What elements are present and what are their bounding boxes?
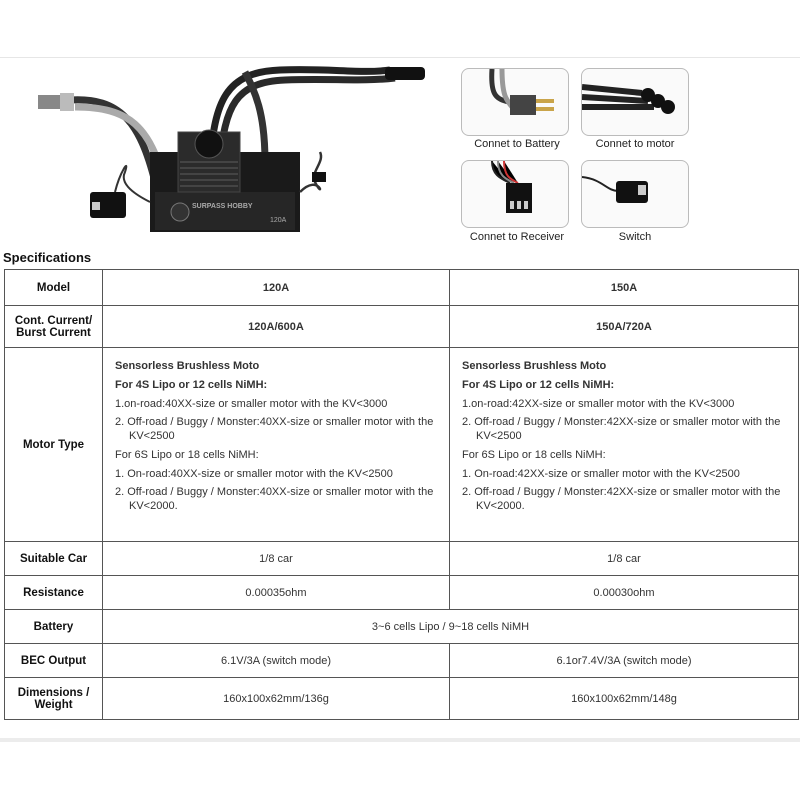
fan-icon: [195, 130, 223, 158]
esc-label: 120A: [270, 217, 287, 224]
row-label-battery: Battery: [5, 610, 103, 644]
bottom-divider: [0, 738, 800, 742]
brand-logo: SURPASS HOBBY: [192, 203, 253, 210]
table-row: [5, 610, 799, 644]
table-row: [5, 644, 799, 678]
cell-resistance-120a: 0.00035ohm: [103, 576, 450, 610]
switch-thumb: [581, 160, 689, 228]
row-label-motor-type: Motor Type: [5, 348, 103, 542]
caption-switch: Switch: [618, 231, 652, 243]
motor-connector-thumb: [581, 68, 689, 136]
cell-model-120a: 120A: [103, 270, 450, 306]
row-label-bec: BEC Output: [5, 644, 103, 678]
caption-motor: Connet to motor: [595, 138, 675, 150]
row-label-dims: Dimensions / Weight: [5, 678, 103, 720]
esc-product-image: [30, 62, 450, 242]
cell-motor-type-150a: Sensorless Brushless Moto For 4S Lipo or 12 cells NiMH: 1.on-road:42XX-size or smaller motor with the KV<3000 2. Off-road / Buggy / Monster:42XX-size or smaller motor with the KV<2500 For 6S Lipo or 18 cells NiMH: 1. On-road:42XX-size or smaller motor with the KV<2500 2. Off-road / Buggy / Monster:42XX-size or smaller motor with the KV<2000.: [450, 348, 799, 542]
receiver-connector-thumb: [461, 160, 569, 228]
cell-bec-150a: 6.1or7.4V/3A (switch mode): [450, 644, 799, 678]
cell-dims-150a: 160x100x62mm/148g: [450, 678, 799, 720]
row-label-car: Suitable Car: [5, 542, 103, 576]
battery-connector-thumb: [461, 68, 569, 136]
cell-car-120a: 1/8 car: [103, 542, 450, 576]
cell-model-150a: 150A: [450, 270, 799, 306]
cell-motor-type-120a: Sensorless Brushless Moto For 4S Lipo or 12 cells NiMH: 1.on-road:40XX-size or smaller motor with the KV<3000 2. Off-road / Buggy / Monster:40XX-size or smaller motor with the KV<2500 For 6S Lipo or 18 cells NiMH: 1. On-road:40XX-size or smaller motor with the KV<2500 2. Off-road / Buggy / Monster:40XX-size or smaller motor with the KV<2000.: [103, 348, 450, 542]
table-row: [5, 576, 799, 610]
table-row: [5, 678, 799, 720]
table-row: [5, 306, 799, 348]
row-label-resistance: Resistance: [5, 576, 103, 610]
cell-resistance-150a: 0.00030ohm: [450, 576, 799, 610]
section-title: Specifications: [3, 250, 92, 265]
cell-battery: 3~6 cells Lipo / 9~18 cells NiMH: [103, 610, 799, 644]
table-row: [5, 270, 799, 306]
motor-connector: [385, 67, 425, 80]
caption-battery: Connet to Battery: [474, 138, 560, 150]
cell-dims-120a: 160x100x62mm/136g: [103, 678, 450, 720]
cell-bec-120a: 6.1V/3A (switch mode): [103, 644, 450, 678]
table-row: [5, 542, 799, 576]
cell-car-150a: 1/8 car: [450, 542, 799, 576]
spec-table: [4, 269, 799, 720]
row-label-model: Model: [5, 270, 103, 306]
cell-current-120a: 120A/600A: [103, 306, 450, 348]
cell-current-150a: 150A/720A: [450, 306, 799, 348]
caption-receiver: Connet to Receiver: [469, 231, 565, 243]
table-row: [5, 348, 799, 542]
receiver-plug: [312, 172, 326, 182]
top-divider: [0, 57, 800, 58]
row-label-current: Cont. Current/ Burst Current: [5, 306, 103, 348]
